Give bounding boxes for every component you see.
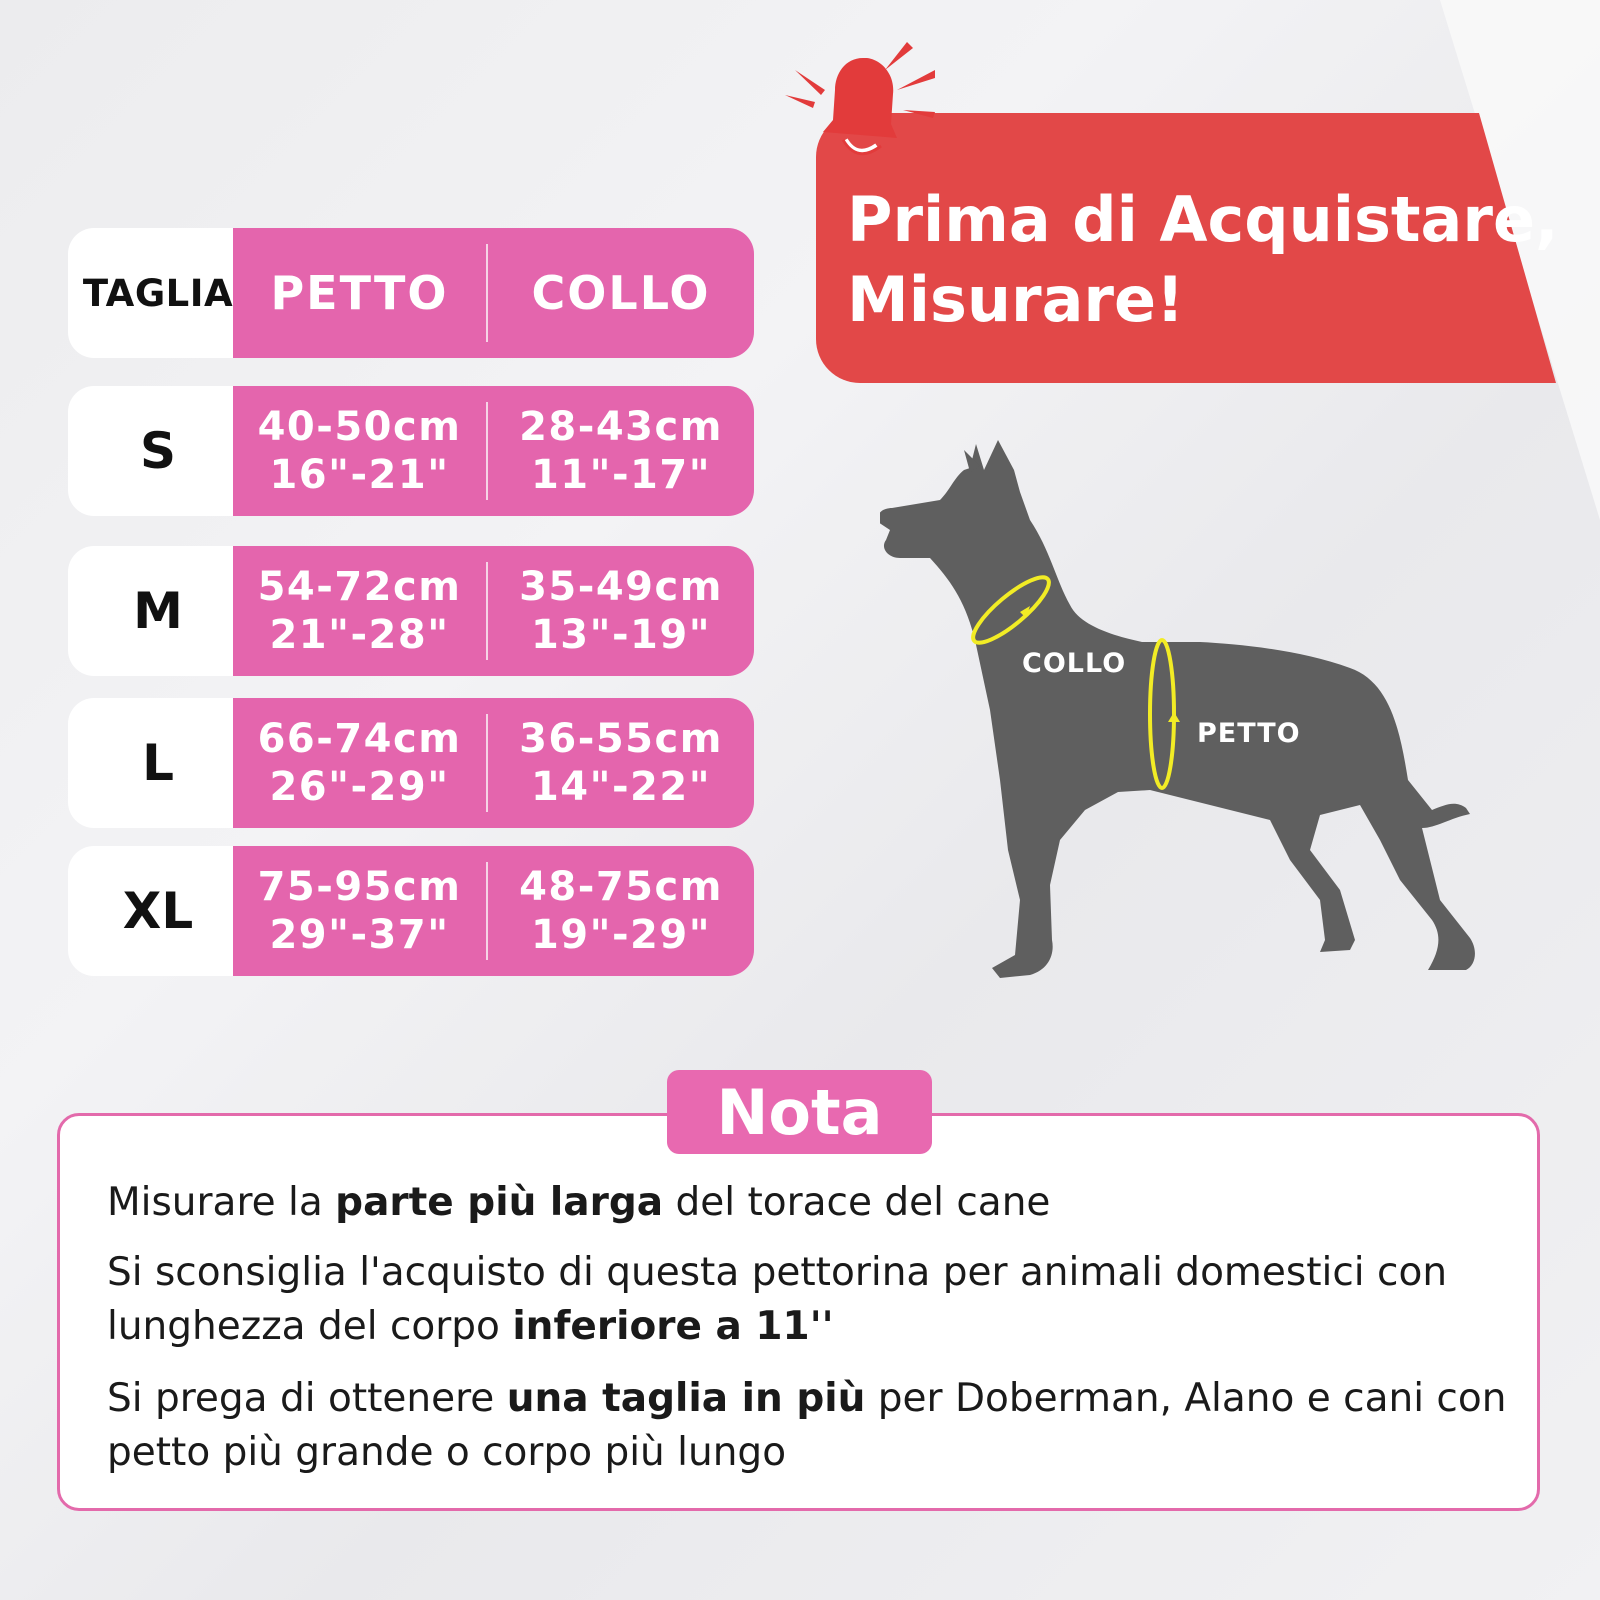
- neck-cm: 48-75cm: [519, 864, 723, 910]
- neck-in: 14"-22": [530, 764, 712, 810]
- banner-line-1: Prima di Acquistare,: [847, 183, 1559, 256]
- row-values: [233, 546, 754, 676]
- row-values: [233, 698, 754, 828]
- note-line-3: [107, 1372, 1527, 1480]
- note-text: del torace del cane: [663, 1180, 1051, 1225]
- table-header: [68, 228, 754, 358]
- chest-in: 16"-21": [269, 452, 450, 498]
- note-text: Si sconsiglia l'acquisto di questa pettorina per animali domestici con: [107, 1250, 1448, 1295]
- table-row: [68, 546, 754, 676]
- header-values: [233, 228, 754, 358]
- neck-label: COLLO: [1022, 648, 1127, 679]
- chest-label: PETTO: [1197, 718, 1301, 749]
- chest-in: 21"-28": [269, 612, 450, 658]
- bell-icon: [785, 40, 935, 170]
- neck-cm: 36-55cm: [519, 716, 723, 762]
- row-values: [233, 386, 754, 516]
- banner-title: [847, 180, 1559, 340]
- neck-in: 13"-19": [530, 612, 712, 658]
- header-chest-label: PETTO: [270, 266, 449, 320]
- chest-cm: 75-95cm: [257, 864, 462, 910]
- chest-cell: [233, 386, 486, 516]
- chest-in: 29"-37": [269, 912, 450, 958]
- note-line-1: [107, 1176, 1527, 1230]
- note-line-2: [107, 1246, 1527, 1354]
- note-bold: parte più larga: [335, 1180, 664, 1225]
- chest-cell: [233, 698, 486, 828]
- chest-cell: [233, 546, 486, 676]
- neck-cm: 35-49cm: [519, 564, 723, 610]
- table-row: [68, 698, 754, 828]
- neck-cell: [488, 546, 754, 676]
- note-text: per Doberman, Alano e cani con: [865, 1376, 1507, 1421]
- neck-cell: [488, 698, 754, 828]
- chest-cm: 66-74cm: [257, 716, 462, 762]
- size-label: XL: [68, 846, 248, 976]
- note-text: Misurare la: [107, 1180, 336, 1225]
- chest-cm: 54-72cm: [257, 564, 462, 610]
- note-text: Si prega di ottenere: [107, 1376, 507, 1421]
- chest-cm: 40-50cm: [257, 404, 462, 450]
- chest-in: 26"-29": [269, 764, 450, 810]
- row-values: [233, 846, 754, 976]
- header-chest: [233, 228, 486, 358]
- neck-cell: [488, 846, 754, 976]
- note-text: petto più grande o corpo più lungo: [107, 1430, 787, 1475]
- size-label: S: [68, 386, 248, 516]
- note-text: lunghezza del corpo: [107, 1304, 513, 1349]
- header-neck-label: COLLO: [531, 266, 711, 320]
- table-row: [68, 386, 754, 516]
- neck-cm: 28-43cm: [519, 404, 723, 450]
- note-bold: inferiore a 11'': [512, 1304, 834, 1349]
- header-neck: [488, 228, 754, 358]
- neck-in: 19"-29": [530, 912, 712, 958]
- note-title: Nota: [667, 1070, 932, 1154]
- note-bold: una taglia in più: [506, 1376, 866, 1421]
- size-label: M: [68, 546, 248, 676]
- size-label: L: [68, 698, 248, 828]
- header-size: TAGLIA: [68, 228, 248, 358]
- chest-cell: [233, 846, 486, 976]
- neck-cell: [488, 386, 754, 516]
- table-row: [68, 846, 754, 976]
- banner-line-2: Misurare!: [847, 263, 1185, 336]
- neck-in: 11"-17": [530, 452, 712, 498]
